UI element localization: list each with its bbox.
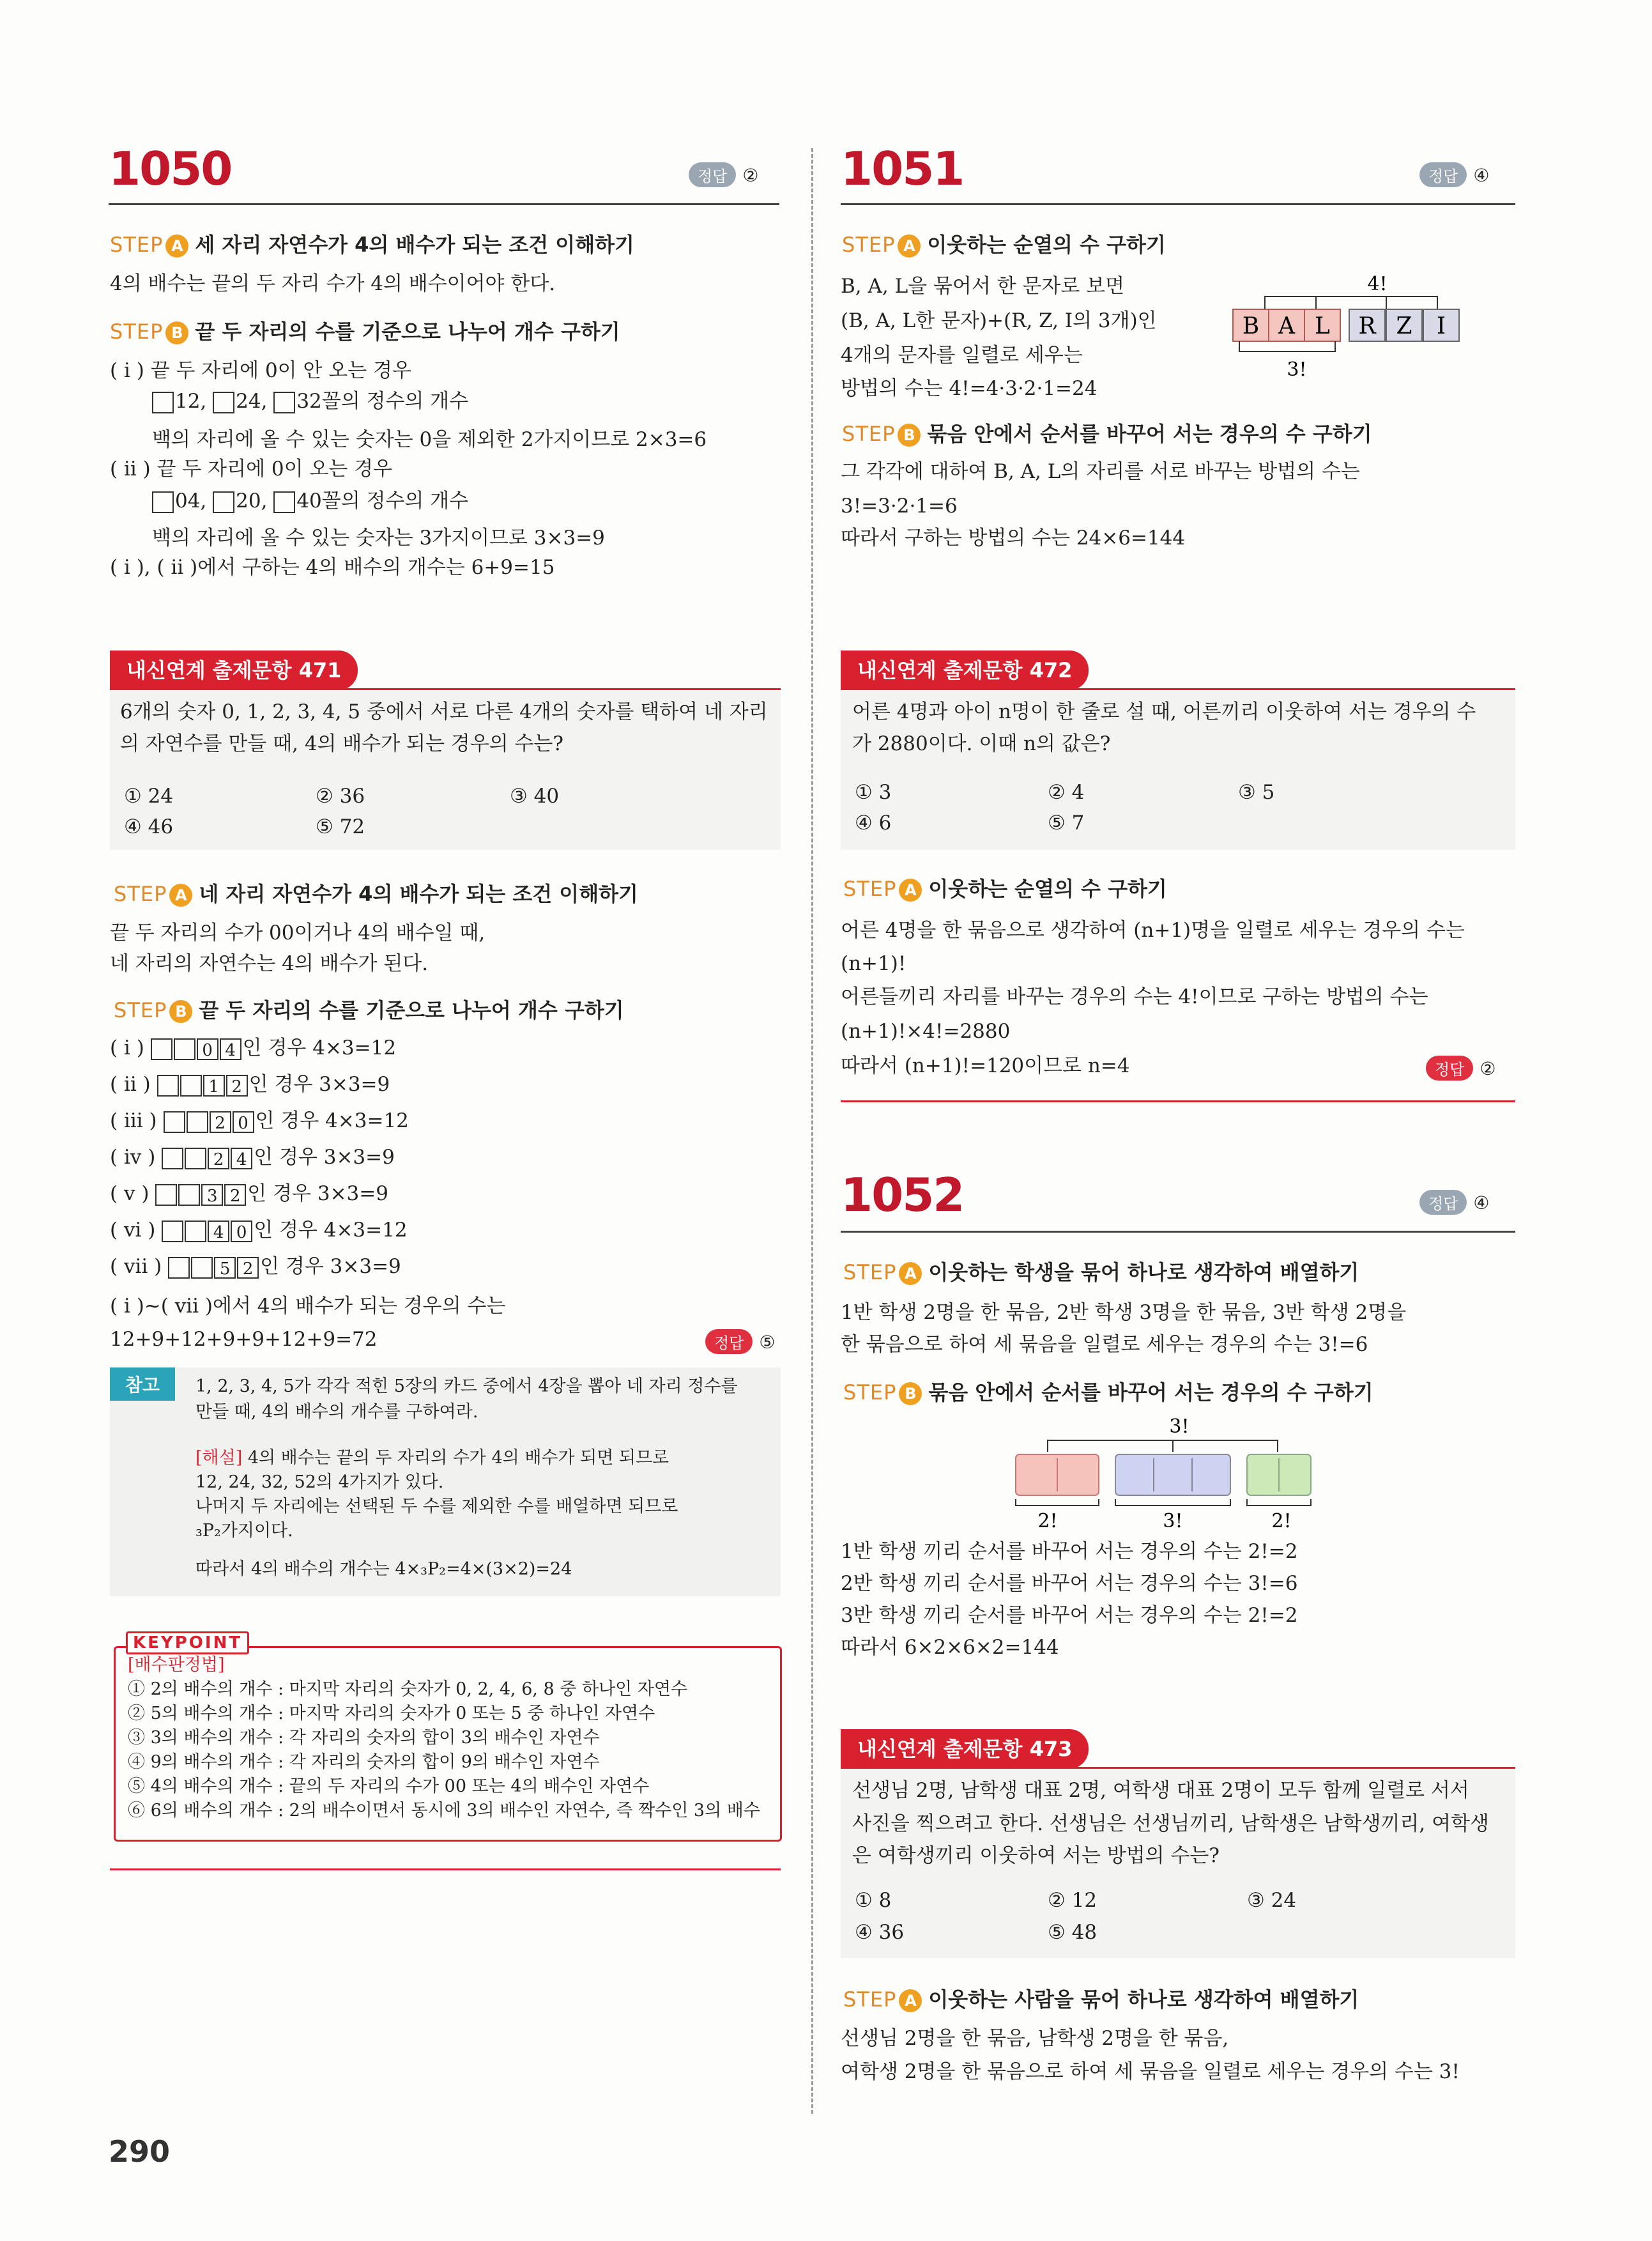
section-rule [841, 1100, 1515, 1102]
blank-box [213, 392, 234, 413]
digit-box: 2 [224, 1184, 246, 1206]
note-line: 따라서 4의 배수의 개수는 4×₃P₂=4×(3×2)=24 [195, 1559, 572, 1579]
blank-box [168, 1257, 190, 1279]
letter-arrangement-figure [1227, 268, 1482, 383]
column-divider [811, 148, 813, 2114]
keypoint-item: ② 5의 배수의 개수 : 마지막 자리의 숫자가 0 또는 5 중 하나인 자연수 [128, 1704, 655, 1723]
note-line: [해설] 4의 배수는 끝의 두 자리의 수가 4의 배수가 되면 되므로 [195, 1448, 669, 1468]
blank-box [185, 1221, 206, 1242]
text-line: 4개의 문자를 일렬로 세우는 [841, 344, 1083, 367]
step-b-heading: STEP B 묶음 안에서 순서를 바꾸어 서는 경우의 수 구하기 [842, 422, 1372, 446]
group2-label: 3! [1163, 1510, 1183, 1532]
digit-box: 1 [203, 1075, 225, 1097]
note-line: 만들 때, 4의 배수의 개수를 구하여라. [195, 1402, 478, 1422]
case-line: ( iii ) 2 0 인 경우 4×3=12 [110, 1109, 409, 1133]
note-line: 1, 2, 3, 4, 5가 각각 적힌 5장의 카드 중에서 4장을 뽑아 네 자리 정수를 [195, 1376, 738, 1396]
digit-box: 4 [231, 1148, 252, 1169]
blank-box [185, 1148, 206, 1169]
blank-box [187, 1111, 208, 1133]
answer-471 [705, 1329, 775, 1354]
keypoint-tag: KEYPOINT [126, 1631, 249, 1654]
question-line: 6개의 숫자 0, 1, 2, 3, 4, 5 중에서 서로 다른 4개의 숫자를 택하여 네 자리 [120, 700, 768, 723]
question-line: 은 여학생끼리 이웃하여 서는 방법의 수는? [852, 1844, 1220, 1867]
blank-box [191, 1257, 213, 1279]
choice: ⑤ 72 [316, 815, 365, 838]
digit-box: 4 [208, 1221, 229, 1242]
step-a-heading: STEP A 이웃하는 순열의 수 구하기 [843, 877, 1167, 901]
step-a-heading: STEP A 이웃하는 순열의 수 구하기 [842, 233, 1166, 257]
digit-box: 3 [201, 1184, 223, 1206]
figure-top-label: 3! [1169, 1415, 1189, 1438]
answer-label: 정답 [705, 1329, 753, 1354]
text-line: 따라서 구하는 방법의 수는 24×6=144 [841, 527, 1186, 550]
letter-z: Z [1396, 313, 1412, 339]
group3-label: 2! [1271, 1510, 1292, 1532]
blank-box [152, 392, 174, 413]
case-line: ( vi ) 4 0 인 경우 4×3=12 [110, 1219, 408, 1242]
digit-box: 2 [226, 1075, 248, 1097]
case-line: ( i ) 0 4 인 경우 4×3=12 [110, 1036, 397, 1060]
choice: ③ 5 [1238, 781, 1275, 804]
choice: ① 3 [855, 781, 892, 804]
digit-box: 5 [214, 1257, 236, 1279]
answer-value: ② [742, 165, 759, 186]
text-line: 3!=3·2·1=6 [841, 495, 958, 518]
page-number: 290 [109, 2134, 171, 2169]
choice: ② 12 [1048, 1889, 1098, 1912]
title-rule [841, 203, 1515, 205]
choice: ④ 46 [124, 815, 174, 838]
text-line: ( i ) 끝 두 자리에 0이 안 오는 경우 [110, 359, 411, 382]
choice: ④ 6 [855, 812, 892, 835]
answer-value: ⑤ [759, 1332, 776, 1353]
question-line: 가 2880이다. 이때 n의 값은? [852, 732, 1111, 755]
figure-bottom-label: 3! [1287, 358, 1307, 381]
text-line: (n+1)! [841, 952, 906, 975]
text-line: 04, 20, 40꼴의 정수의 개수 [152, 488, 468, 514]
step-b-heading: STEP B 끝 두 자리의 수를 기준으로 나누어 개수 구하기 [110, 320, 620, 344]
blank-box [162, 1148, 183, 1169]
keypoint-item: ④ 9의 배수의 개수 : 각 자리의 숫자의 합이 9의 배수인 자연수 [128, 1752, 600, 1772]
digit-box: 0 [233, 1111, 254, 1133]
case-line: ( ii ) 1 2 인 경우 3×3=9 [110, 1073, 390, 1097]
blank-box [178, 1184, 200, 1206]
text-line: 3반 학생 끼리 순서를 바꾸어 서는 경우의 수는 2!=2 [841, 1604, 1298, 1627]
letter-l: L [1315, 313, 1330, 339]
step-a-heading: STEP A 이웃하는 사람을 묶어 하나로 생각하여 배열하기 [843, 1987, 1359, 2012]
text-line: 어른들끼리 자리를 바꾸는 경우의 수는 4!이므로 구하는 방법의 수는 [841, 985, 1428, 1008]
answer-label: 정답 [1419, 162, 1467, 187]
choice: ③ 24 [1247, 1889, 1297, 1912]
letter-r: R [1358, 313, 1376, 339]
note-line: ₃P₂가지이다. [195, 1521, 293, 1541]
letter-i: I [1436, 313, 1446, 339]
text-line: 12+9+12+9+9+12+9=72 [110, 1328, 378, 1351]
digit-box: 2 [237, 1257, 259, 1279]
note-line: 나머지 두 자리에는 선택된 두 수를 제외한 수를 배열하면 되므로 [195, 1497, 678, 1516]
banner-471 [110, 651, 781, 690]
blank-box [180, 1075, 202, 1097]
letter-b: B [1242, 313, 1260, 339]
problem-number-1052: 1052 [841, 1168, 964, 1222]
case-line: ( iv ) 2 4 인 경우 3×3=9 [110, 1146, 395, 1169]
text-line: 그 각각에 대하여 B, A, L의 자리를 서로 바꾸는 방법의 수는 [841, 460, 1360, 483]
text-line: (n+1)!×4!=2880 [841, 1020, 1011, 1043]
answer-1051 [1419, 162, 1489, 187]
problem-number-1050: 1050 [109, 142, 232, 196]
class3-group [1247, 1454, 1311, 1495]
step-a-heading: STEP A 이웃하는 학생을 묶어 하나로 생각하여 배열하기 [843, 1260, 1359, 1284]
answer-value: ④ [1473, 1192, 1490, 1213]
title-rule [109, 203, 779, 205]
text-line: ( i ), ( ii )에서 구하는 4의 배수의 개수는 6+9=15 [110, 556, 555, 579]
text-line: 2반 학생 끼리 순서를 바꾸어 서는 경우의 수는 3!=6 [841, 1572, 1298, 1595]
banner-label: 내신연계 출제문항 473 [841, 1729, 1089, 1769]
digit-box: 2 [208, 1148, 229, 1169]
bal-group [1233, 309, 1340, 341]
case-line: ( v ) 3 2 인 경우 3×3=9 [110, 1182, 388, 1206]
rzi-group [1349, 309, 1459, 341]
question-line: 사진을 찍으려고 한다. 선생님은 선생님끼리, 남학생은 남학생끼리, 여학생 [852, 1812, 1489, 1835]
answer-value: ② [1480, 1058, 1496, 1079]
blank-box [151, 1038, 172, 1060]
note-tag: 참고 [110, 1367, 175, 1401]
blank-box [213, 491, 234, 513]
text-line: 12, 24, 32꼴의 정수의 개수 [152, 389, 468, 414]
text-line: 끝 두 자리의 수가 00이거나 4의 배수일 때, [110, 921, 486, 944]
text-line: 1반 학생 끼리 순서를 바꾸어 서는 경우의 수는 2!=2 [841, 1540, 1298, 1563]
blank-box [164, 1111, 185, 1133]
step-b-heading: STEP B 묶음 안에서 순서를 바꾸어 서는 경우의 수 구하기 [843, 1380, 1373, 1405]
text-line: 따라서 6×2×6×2=144 [841, 1636, 1059, 1659]
keypoint-item: ⑤ 4의 배수의 개수 : 끝의 두 자리의 수가 00 또는 4의 배수인 자연수 [128, 1776, 650, 1796]
answer-label: 정답 [689, 162, 736, 187]
digit-box: 4 [220, 1038, 241, 1060]
question-line: 어른 4명과 아이 n명이 한 줄로 설 때, 어른끼리 이웃하여 서는 경우의 수 [852, 700, 1476, 723]
class1-group [1016, 1454, 1099, 1495]
problem-number-1051: 1051 [841, 142, 964, 196]
blank-box [155, 1184, 177, 1206]
text-line: B, A, L을 묶어서 한 문자로 보면 [841, 275, 1125, 298]
text-line: 한 묶음으로 하여 세 묶음을 일렬로 세우는 경우의 수는 3!=6 [841, 1333, 1368, 1356]
text-line: 여학생 2명을 한 묶음으로 하여 세 묶음을 일렬로 세우는 경우의 수는 3! [841, 2060, 1460, 2083]
text-line: 방법의 수는 4!=4·3·2·1=24 [841, 377, 1098, 400]
banner-label: 내신연계 출제문항 472 [841, 651, 1089, 690]
blank-box [157, 1075, 179, 1097]
answer-1052 [1419, 1190, 1489, 1215]
text-line: 백의 자리에 올 수 있는 숫자는 3가지이므로 3×3=9 [152, 527, 605, 550]
question-line: 선생님 2명, 남학생 대표 2명, 여학생 대표 2명이 모두 함께 일렬로 서서 [852, 1779, 1469, 1802]
digit-box: 0 [197, 1038, 218, 1060]
blank-box [152, 491, 174, 513]
answer-value: ④ [1473, 165, 1490, 186]
answer-1050 [689, 162, 758, 187]
blank-box [162, 1221, 183, 1242]
answer-label: 정답 [1419, 1190, 1467, 1215]
grouping-figure [1009, 1412, 1316, 1534]
text-line: 네 자리의 자연수는 4의 배수가 된다. [110, 952, 429, 975]
keypoint-item: ③ 3의 배수의 개수 : 각 자리의 숫자의 합이 3의 배수인 자연수 [128, 1728, 600, 1748]
step-a-heading: STEP A 네 자리 자연수가 4의 배수가 되는 조건 이해하기 [114, 882, 638, 906]
choice: ④ 36 [855, 1921, 905, 1944]
figure-top-label: 4! [1367, 273, 1388, 295]
choice: ① 24 [124, 785, 174, 808]
text-line: 어른 4명을 한 묶음으로 생각하여 (n+1)명을 일렬로 세우는 경우의 수는 [841, 919, 1465, 942]
blank-box [273, 392, 295, 413]
text-line: 따라서 (n+1)!=120이므로 n=4 [841, 1054, 1130, 1077]
case-line: ( vii ) 5 2 인 경우 3×3=9 [110, 1255, 401, 1279]
section-rule [110, 1868, 781, 1870]
text-line: (B, A, L한 문자)+(R, Z, I의 3개)인 [841, 309, 1157, 332]
banner-473 [841, 1729, 1515, 1769]
group1-label: 2! [1037, 1510, 1058, 1532]
choice: ⑤ 7 [1048, 812, 1085, 835]
keypoint-title: [배수판정법] [128, 1655, 225, 1675]
letter-a: A [1278, 313, 1295, 339]
choice: ② 4 [1048, 781, 1085, 804]
choice: ② 36 [316, 785, 365, 808]
keypoint-item: ① 2의 배수의 개수 : 마지막 자리의 숫자가 0, 2, 4, 6, 8 중 하나인 자연수 [128, 1679, 688, 1699]
text-line: ( ii ) 끝 두 자리에 0이 오는 경우 [110, 458, 393, 481]
choice: ③ 40 [510, 785, 560, 808]
banner-472 [841, 651, 1515, 690]
answer-472 [1426, 1056, 1495, 1081]
answer-label: 정답 [1426, 1056, 1473, 1081]
title-rule [841, 1231, 1515, 1233]
digit-box: 0 [231, 1221, 252, 1242]
banner-label: 내신연계 출제문항 471 [110, 651, 358, 690]
digit-box: 2 [210, 1111, 231, 1133]
text-line: 1반 학생 2명을 한 묶음, 2반 학생 3명을 한 묶음, 3반 학생 2명을 [841, 1301, 1407, 1324]
step-b-heading: STEP B 끝 두 자리의 수를 기준으로 나누어 개수 구하기 [114, 998, 624, 1022]
keypoint-item: ⑥ 6의 배수의 개수 : 2의 배수이면서 동시에 3의 배수인 자연수, 즉 짝수인 3의 배수 [128, 1801, 760, 1821]
choice: ① 8 [855, 1889, 892, 1912]
step-a-heading: STEP A 세 자리 자연수가 4의 배수가 되는 조건 이해하기 [110, 233, 634, 257]
text-line: 4의 배수는 끝의 두 자리 수가 4의 배수이어야 한다. [110, 272, 556, 295]
note-line: 12, 24, 32, 52의 4가지가 있다. [195, 1472, 444, 1492]
blank-box [273, 491, 295, 513]
choice: ⑤ 48 [1048, 1921, 1098, 1944]
blank-box [174, 1038, 195, 1060]
question-line: 의 자연수를 만들 때, 4의 배수가 되는 경우의 수는? [120, 732, 564, 755]
class2-group [1115, 1454, 1230, 1495]
text-line: ( i )~( vii )에서 4의 배수가 되는 경우의 수는 [110, 1295, 506, 1318]
text-line: 선생님 2명을 한 묶음, 남학생 2명을 한 묶음, [841, 2027, 1229, 2050]
text-line: 백의 자리에 올 수 있는 숫자는 0을 제외한 2가지이므로 2×3=6 [152, 428, 707, 451]
